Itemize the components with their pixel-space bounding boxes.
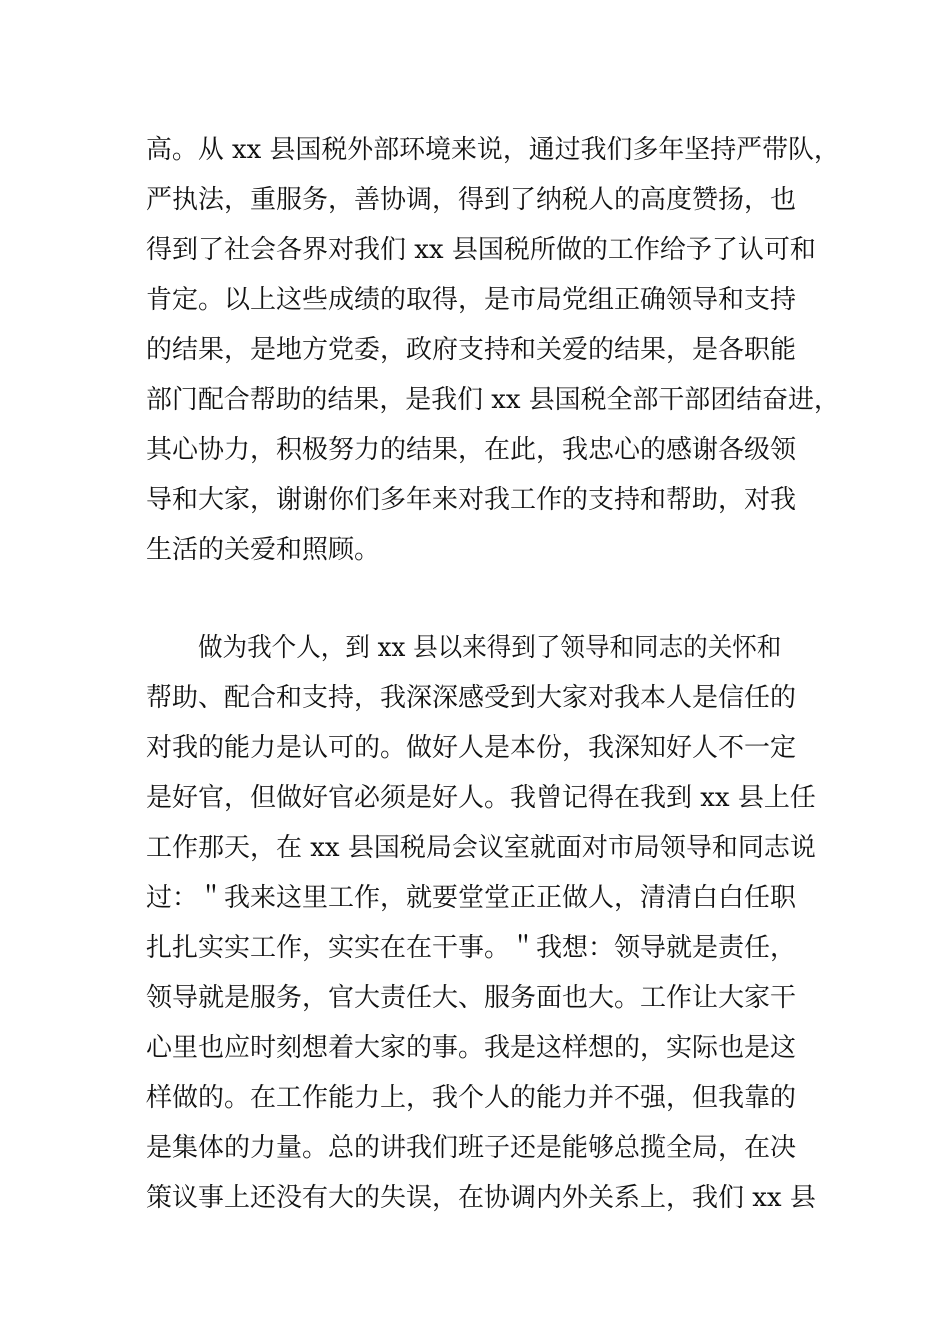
paragraph-1-line: 的结果，是地方党委，政府支持和关爱的结果，是各职能 xyxy=(146,335,797,365)
paragraph-2-line: 帮助、配合和支持，我深深感受到大家对我本人是信任的 xyxy=(146,683,797,713)
paragraph-2-line: 领导就是服务，官大责任大、服务面也大。工作让大家干 xyxy=(146,983,797,1013)
paragraph-1-line: 部门配合帮助的结果，是我们 xx 县国税全部干部团结奋进， xyxy=(146,385,840,415)
paragraph-2-first-line: 做为我个人，到 xx 县以来得到了领导和同志的关怀和 xyxy=(198,633,782,663)
paragraph-2-line: 是集体的力量。总的讲我们班子还是能够总揽全局，在决 xyxy=(146,1133,797,1163)
paragraph-1-line: 高。从 xx 县国税外部环境来说，通过我们多年坚持严带队， xyxy=(146,135,840,165)
paragraph-2-line: 心里也应时刻想着大家的事。我是这样想的，实际也是这 xyxy=(146,1033,797,1063)
paragraph-1-line: 其心协力，积极努力的结果，在此，我忠心的感谢各级领 xyxy=(146,435,797,465)
paragraph-2-line: 样做的。在工作能力上，我个人的能力并不强，但我靠的 xyxy=(146,1083,797,1113)
paragraph-1-line: 生活的关爱和照顾。 xyxy=(146,535,381,565)
paragraph-2-line: 是好官，但做好官必须是好人。我曾记得在我到 xx 县上任 xyxy=(146,783,816,813)
paragraph-1-line: 得到了社会各界对我们 xx 县国税所做的工作给予了认可和 xyxy=(146,235,816,265)
paragraph-1-line: 导和大家，谢谢你们多年来对我工作的支持和帮助，对我 xyxy=(146,485,797,515)
paragraph-2-line: 策议事上还没有大的失误，在协调内外关系上，我们 xx 县 xyxy=(146,1183,816,1213)
paragraph-2-line: 扎扎实实工作，实实在在干事。＂我想：领导就是责任， xyxy=(146,933,797,963)
paragraph-1-line: 严执法，重服务，善协调，得到了纳税人的高度赞扬，也 xyxy=(146,185,797,215)
paragraph-2-line: 过：＂我来这里工作，就要堂堂正正做人，清清白白任职 xyxy=(146,883,797,913)
paragraph-2-line: 工作那天，在 xx 县国税局会议室就面对市局领导和同志说 xyxy=(146,833,816,863)
paragraph-2-line: 对我的能力是认可的。做好人是本份，我深知好人不一定 xyxy=(146,733,797,763)
paragraph-1-line: 肯定。以上这些成绩的取得，是市局党组正确领导和支持 xyxy=(146,285,797,315)
